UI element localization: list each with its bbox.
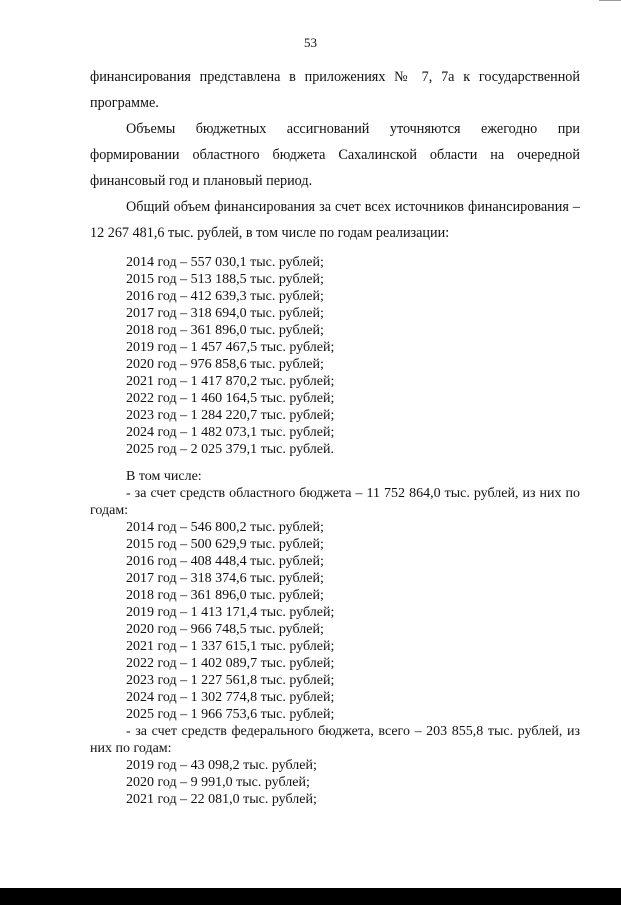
total-by-year-list <box>126 254 580 458</box>
paragraph-funding-appendix-line1: финансирования представлена в приложениях № 7, 7а к государственной <box>90 69 580 85</box>
list-item: 2016 год – 408 448,4 тыс. рублей; <box>126 554 324 569</box>
page-number: 53 <box>304 35 317 50</box>
list-item: 2014 год – 546 800,2 тыс. рублей; <box>126 520 324 535</box>
paragraph-budget-allocations: Объемы бюджетных ассигнований уточняются ежегодно при формировании областного бюджета Сахалинской области на очередной финансовый год и плановый период. <box>90 121 580 189</box>
list-item: 2019 год – 1 413 171,4 тыс. рублей; <box>126 605 335 620</box>
list-item: 2022 год – 1 460 164,5 тыс. рублей; <box>126 391 335 406</box>
paragraph-funding-appendix-line2: программе. <box>90 95 159 111</box>
list-item: 2019 год – 1 457 467,5 тыс. рублей; <box>126 340 335 355</box>
scan-bottom-bar <box>0 888 621 905</box>
list-item: 2025 год – 2 025 379,1 тыс. рублей. <box>126 442 334 457</box>
list-item: 2021 год – 1 337 615,1 тыс. рублей; <box>126 639 335 654</box>
list-item: 2023 год – 1 284 220,7 тыс. рублей; <box>126 408 335 423</box>
list-item: 2019 год – 43 098,2 тыс. рублей; <box>126 758 317 773</box>
regional-budget-intro: - за счет средств областного бюджета – 11 752 864,0 тыс. рублей, из них по годам: <box>90 486 580 518</box>
list-item: 2018 год – 361 896,0 тыс. рублей; <box>126 588 324 603</box>
list-item: 2024 год – 1 482 073,1 тыс. рублей; <box>126 425 335 440</box>
list-item: 2015 год – 500 629,9 тыс. рублей; <box>126 537 324 552</box>
list-item: 2016 год – 412 639,3 тыс. рублей; <box>126 289 324 304</box>
list-item: 2017 год – 318 694,0 тыс. рублей; <box>126 306 324 321</box>
list-item: 2021 год – 22 081,0 тыс. рублей; <box>126 792 317 807</box>
including-label: В том числе: <box>126 469 202 484</box>
list-item: 2021 год – 1 417 870,2 тыс. рублей; <box>126 374 335 389</box>
list-item: 2025 год – 1 966 753,6 тыс. рублей; <box>126 707 335 722</box>
paragraph-total-funding: Общий объем финансирования за счет всех источников финансирования – 12 267 481,6 тыс. рублей, в том числе по годам реализации: <box>90 199 580 241</box>
list-item: 2022 год – 1 402 089,7 тыс. рублей; <box>126 656 335 671</box>
federal-budget-intro: - за счет средств федерального бюджета, всего – 203 855,8 тыс. рублей, из них по годам: <box>90 724 580 756</box>
list-item: 2017 год – 318 374,6 тыс. рублей; <box>126 571 324 586</box>
list-item: 2023 год – 1 227 561,8 тыс. рублей; <box>126 673 335 688</box>
regional-by-year-list <box>126 519 580 723</box>
document-body <box>90 64 580 808</box>
list-item: 2020 год – 976 858,6 тыс. рублей; <box>126 357 324 372</box>
list-item: 2018 год – 361 896,0 тыс. рублей; <box>126 323 324 338</box>
list-item: 2015 год – 513 188,5 тыс. рублей; <box>126 272 324 287</box>
list-item: 2020 год – 966 748,5 тыс. рублей; <box>126 622 324 637</box>
federal-by-year-list <box>126 757 580 808</box>
list-item: 2024 год – 1 302 774,8 тыс. рублей; <box>126 690 335 705</box>
list-item: 2020 год – 9 991,0 тыс. рублей; <box>126 775 310 790</box>
list-item: 2014 год – 557 030,1 тыс. рублей; <box>126 255 324 270</box>
scan-edge-mark <box>599 0 621 4</box>
